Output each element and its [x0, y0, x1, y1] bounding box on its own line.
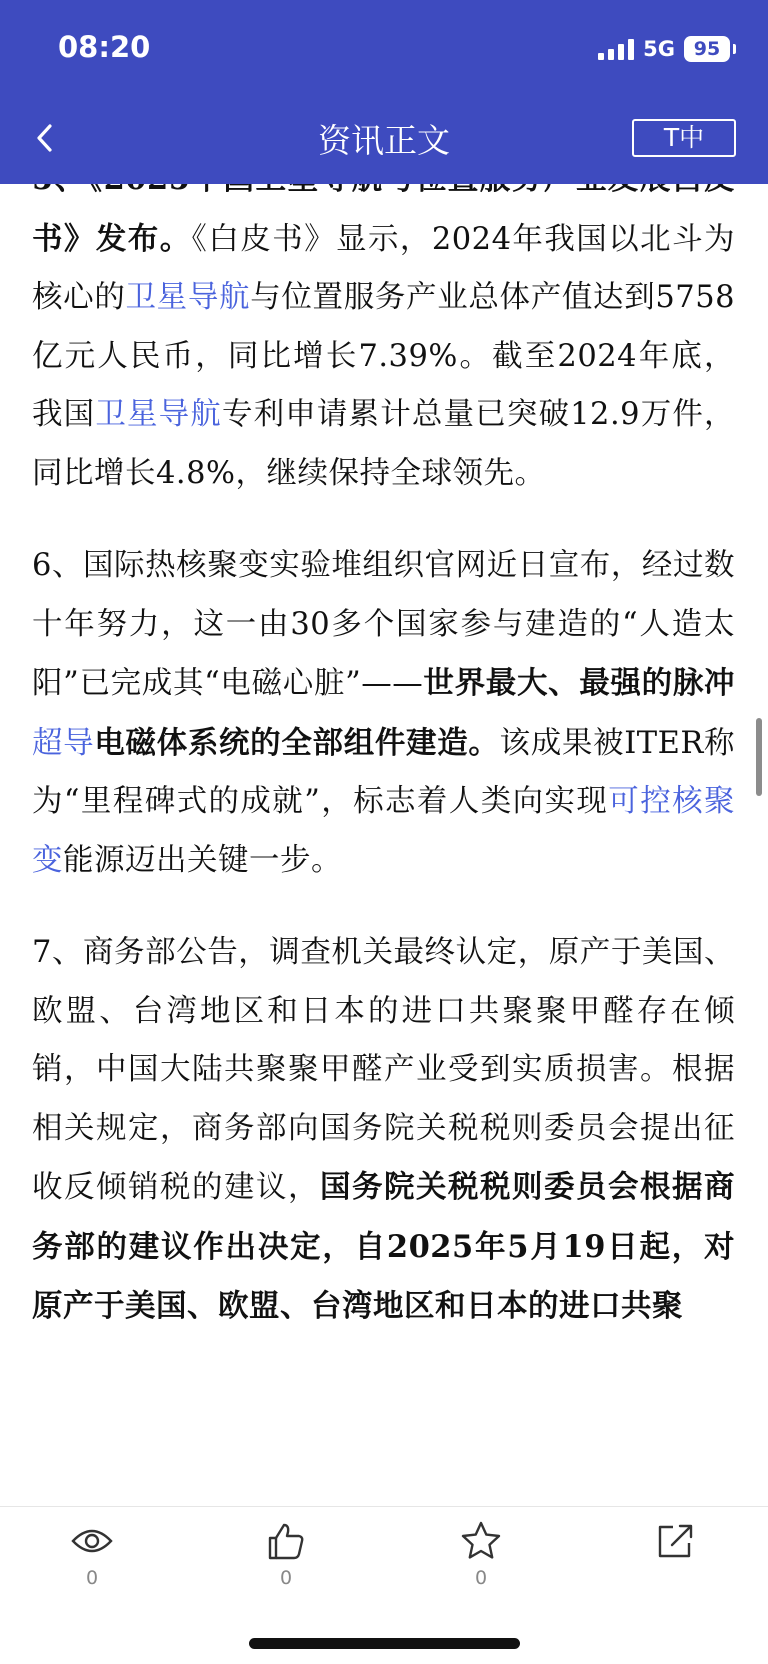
share-action[interactable]	[635, 1521, 715, 1561]
eye-icon	[70, 1521, 114, 1561]
news-item-5-text: 专利申请累计总量已突破12.9万件，同比增长4.8%，继续保持全球领先。	[32, 397, 736, 491]
news-item-7-text: 7、商务部公告，调查机关最终认定，原产于美国、欧盟、台湾地区和日本的进口共聚聚甲醛存在倾销，中国大陆共聚聚甲醛产业受到实质损害。根据相关规定，商务部向国务院关税税则委员会提出征收反倾销税的建议，	[32, 935, 735, 1205]
favorite-action[interactable]	[441, 1521, 521, 1589]
keyword-link-satellite-navigation[interactable]: 卫星导航	[95, 397, 222, 432]
home-indicator[interactable]	[249, 1638, 520, 1649]
battery-level: 95	[693, 38, 721, 60]
battery-icon	[684, 36, 730, 62]
page-title: 资讯正文	[318, 121, 450, 160]
header	[0, 0, 768, 184]
news-item-7-headline: 国务院关税税则委员会根据商务部的建议作出决定，自2025年5月19日起，对原产于美国、欧盟、台湾地区和日本的进口共聚	[32, 1169, 735, 1324]
news-item-6-text: 能源迈出关键一步。	[63, 842, 342, 878]
news-item-5-text: 与位置服务产业总体产值达到5758亿元人民币，同比增长7.39%。截至2024年底，我国	[32, 280, 736, 432]
news-item-6	[32, 537, 735, 890]
article-content	[32, 150, 735, 1337]
news-item-5-text: 《白皮书》显示，2024年我国以北斗为核心的	[32, 221, 735, 315]
views-action[interactable]	[52, 1521, 132, 1589]
share-icon	[653, 1521, 697, 1561]
news-item-6-text: 6、国际热核聚变实验堆组织官网近日宣布，经过数十年努力，这一由30多个国家参与建造的“人造太阳”已完成其“电磁心脏”——	[32, 548, 735, 701]
news-item-6-text: 该成果被ITER称为“里程碑式的成就”，标志着人类向实现	[32, 725, 736, 819]
news-item-5-headline: 书》发布。	[32, 220, 192, 257]
status-indicators	[598, 34, 730, 64]
thumbs-up-icon	[264, 1521, 308, 1561]
favorites-count: 0	[474, 1567, 488, 1589]
signal-icon	[598, 38, 634, 60]
like-action[interactable]	[246, 1521, 326, 1589]
font-size-button[interactable]: T中	[632, 119, 736, 157]
network-type: 5G	[643, 37, 675, 61]
bottom-action-bar	[0, 1506, 768, 1664]
views-count: 0	[85, 1567, 99, 1589]
star-icon	[459, 1521, 503, 1561]
keyword-link-controlled-fusion[interactable]: 可控核聚变	[32, 784, 735, 878]
status-time: 08:20	[58, 30, 151, 64]
keyword-link-superconducting[interactable]: 超导	[32, 725, 95, 761]
news-item-6-headline: 世界最大、最强的脉冲	[423, 665, 736, 701]
news-item-6-headline: 电磁体系统的全部组件建造。	[94, 724, 500, 761]
keyword-link-satellite-navigation[interactable]: 卫星导航	[125, 280, 251, 315]
news-item-5	[32, 150, 735, 503]
likes-count: 0	[279, 1567, 293, 1589]
news-item-7	[32, 924, 735, 1337]
scrollbar[interactable]	[756, 718, 762, 796]
